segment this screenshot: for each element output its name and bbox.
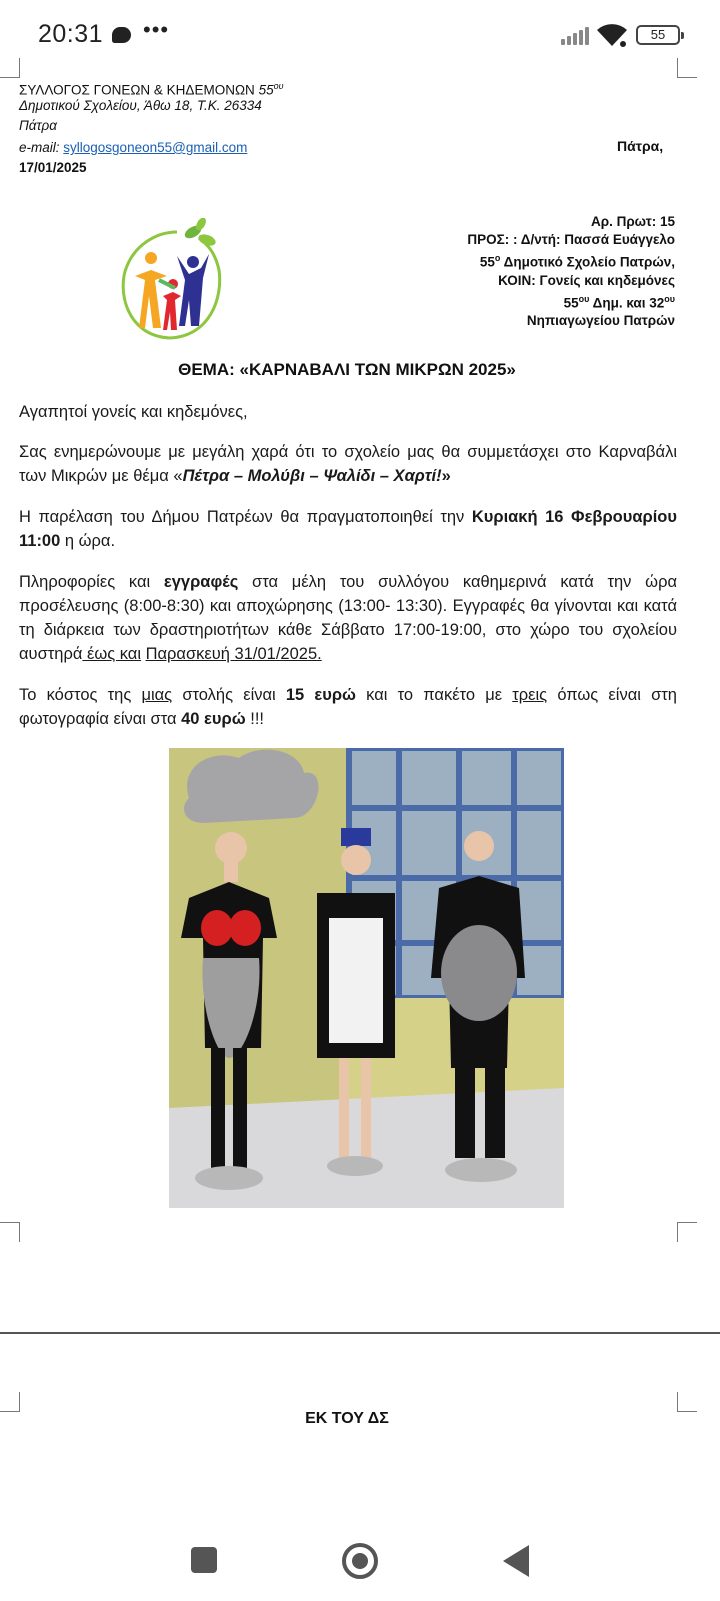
page-corner-mark xyxy=(677,58,697,78)
email-link[interactable]: syllogosgoneon55@gmail.com xyxy=(63,140,248,155)
org-city: Πάτρα xyxy=(19,118,57,133)
more-notifications-icon: ••• xyxy=(143,17,170,42)
wifi-icon xyxy=(596,22,628,48)
page-corner-mark xyxy=(677,1222,697,1242)
paragraph-registration: Πληροφορίες και εγγραφές στα μέλη του συλλόγου καθημερινά κατά την ώρα προσέλευσης (8:00-8:30) και αποχώρησης (13:00- 13:30). Εγγραφές θα γίνονται και κατά τη διάρκεια των δραστηριοτήτων κάθε Σάββατο 17:00-19:00, στο χώρο του σχολείου αυστηρά έως και Παρασκευή 31/01/2025. xyxy=(19,573,677,663)
recent-apps-button[interactable] xyxy=(191,1547,217,1573)
battery-icon: 55 xyxy=(636,25,680,45)
email-line: e-mail: syllogosgoneon55@gmail.com xyxy=(19,140,248,155)
status-time: 20:31 xyxy=(38,20,104,48)
signature: ΕΚ ΤΟΥ ΔΣ xyxy=(305,1410,389,1427)
recipient-dim: $55^{o\upsilon}$ Δημ. και $32^{o\upsilon}$ xyxy=(563,293,675,310)
page-corner-mark xyxy=(0,58,20,78)
signal-icon xyxy=(561,27,591,45)
greeting: Αγαπητοί γονείς και κηδεμόνες, xyxy=(19,403,248,421)
paragraph-cost: Το κόστος της μιας στολής είναι 15 ευρώ και το πακέτο με τρεις όπως είναι στη φωτογραφία είναι στα 40 ευρώ !!! xyxy=(19,686,677,728)
costumes-photo xyxy=(169,748,564,1208)
page-divider xyxy=(0,1332,720,1334)
back-button[interactable] xyxy=(503,1545,529,1577)
protocol-number: Αρ. Πρωτ: 15 xyxy=(590,214,675,229)
status-bar xyxy=(0,0,720,72)
family-logo-icon xyxy=(115,218,225,346)
page-corner-mark xyxy=(677,1392,697,1412)
recipient-kindergarten: Νηπιαγωγείου Πατρών xyxy=(526,313,675,328)
letter-date: 17/01/2025 xyxy=(19,160,87,175)
org-address: Δημοτικού Σχολείου, Άθω 18, Τ.Κ. 26334 xyxy=(19,98,262,113)
org-name: ΣΥΛΛΟΓΟΣ ΓΟΝΕΩΝ & ΚΗΔΕΜΟΝΩΝ $55^{o\upsilon}$ xyxy=(19,81,284,98)
recipient-school: $55^o$ Δημοτικό Σχολείο Πατρών, xyxy=(479,253,675,270)
letter-place: Πάτρα, xyxy=(617,138,664,154)
page-corner-mark xyxy=(0,1222,20,1242)
recipient-to: ΠΡΟΣ: : Δ/ντή: Πασσά Ευάγγελο xyxy=(467,232,675,247)
page-corner-mark xyxy=(0,1392,20,1412)
org-number: 55 xyxy=(258,82,274,98)
paragraph-parade: Η παρέλαση του Δήμου Πατρέων θα πραγματοποιηθεί την Κυριακή 16 Φεβρουαρίου 11:00 η ώρα. xyxy=(19,508,677,550)
paragraph-carnival: Σας ενημερώνουμε με μεγάλη χαρά ότι το σχολείο μας θα συμμετάσχει στο Καρναβάλι των Μικρών με θέμα «Πέτρα – Μολύβι – Ψαλίδι – Χαρτί!» xyxy=(19,443,677,485)
letter-subject: ΘΕΜΑ: «ΚΑΡΝΑΒΑΛΙ ΤΩΝ ΜΙΚΡΩΝ 2025» xyxy=(178,360,516,379)
recipient-block xyxy=(467,213,675,330)
chat-bubble-icon xyxy=(112,27,131,43)
recipient-koin: ΚΟΙΝ: Γονείς και κηδεμόνες xyxy=(498,272,675,288)
home-button[interactable] xyxy=(342,1543,378,1579)
